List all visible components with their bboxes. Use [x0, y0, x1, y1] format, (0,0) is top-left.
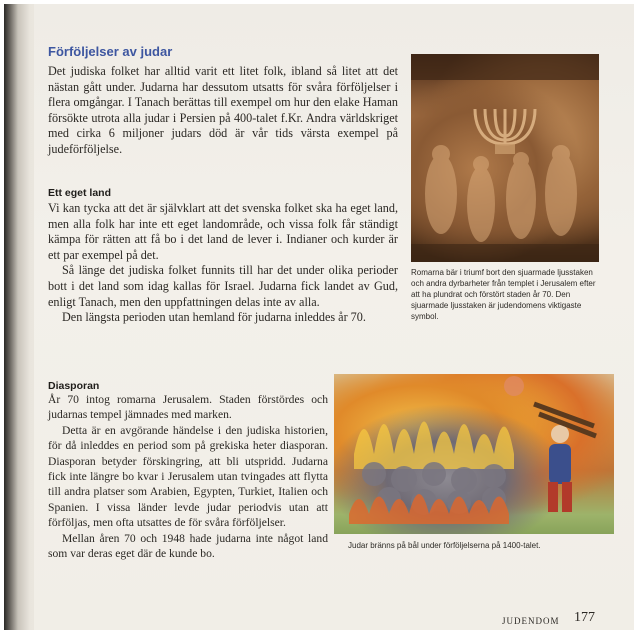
own-land-paragraph-3: Den längsta perioden utan hemland för judarna inleddes år 70.: [62, 310, 366, 325]
figure2-caption: Judar bränns på bål under förföljelserna på 1400-talet.: [348, 541, 541, 550]
diaspora-paragraph-3: Mellan åren 70 och 1948 hade judarna inte något land som var deras eget där de kunde bo.: [48, 531, 328, 561]
diaspora-paragraph-1: År 70 intog romarna Jerusalem. Staden förstördes och judarnas tempel jämnades med marken.: [48, 393, 328, 422]
figure1-caption: Romarna bär i triumf bort den sjuarmade ljusstaken och andra dyrbarheter från templet i Jerusalem efter att ha plundrat och förstört staden år 70. Den sjuarmade ljusstaken är judendomens viktigaste symbol.: [411, 268, 596, 321]
burning-at-stake-woodcut-image: [334, 374, 614, 534]
footer-section-label: JUDENDOM: [502, 616, 560, 626]
book-photo: [4, 4, 634, 630]
own-land-text: [48, 201, 398, 326]
persecutions-text: [48, 64, 398, 158]
page-number: 177: [574, 610, 595, 625]
roman-triumph-relief-image: [411, 54, 599, 262]
own-land-paragraph-1: Vi kan tycka att det är självklart att det svenska folket ska ha eget land, men alla folk har inte ett eget landområde, och vissa folk får ständigt kämpa för rätten att få bo i det land de lever i. Indianer och kurder är ett par exempel på det.: [48, 201, 398, 262]
flames-woodcut-icon: [334, 374, 614, 534]
book-page: [34, 4, 634, 630]
persecutions-paragraph: Det judiska folket har alltid varit ett litet folk, ibland så litet att det nästan gått under. Judarna har dessutom utsatts för svåra förföljelser i flera omgångar. I Tanach berättas till exempel om hur den elake Haman försökte utrota alla judar i Persien på 400-talet f.Kr. Andra världskriget med cirka 6 miljoner judars död är vår tids värsta exempel på judeförföljelse.: [48, 64, 398, 156]
menorah-relief-icon: [411, 54, 599, 262]
section-heading-persecutions: Förföljelser av judar: [48, 44, 173, 59]
section-heading-diaspora: Diasporan: [48, 380, 100, 392]
section-heading-own-land: Ett eget land: [48, 187, 112, 199]
own-land-paragraph-2: Så länge det judiska folket funnits till har det under olika perioder bott i det land som idag kallas för Israel. Judarna fick landet av Gud, enligt Tanach, men den uppfattningen delas inte av alla.: [48, 263, 398, 309]
diaspora-text: [48, 392, 328, 561]
diaspora-paragraph-2: Detta är en avgörande händelse i den judiska historien, för då inleddes en period som på grekiska heter diasporan. Diasporan betyder förskingring, att bli utspridd. Judarna fick inte längre bo kvar i Jerusalem utan tvingades att flytta till andra platser som Arabien, Egypten, Turkiet, Italien och Spanien. I vissa länder levde judar periodvis utan att förföljas, men ofta utsattes de för svåra förföljelser.: [48, 423, 328, 530]
